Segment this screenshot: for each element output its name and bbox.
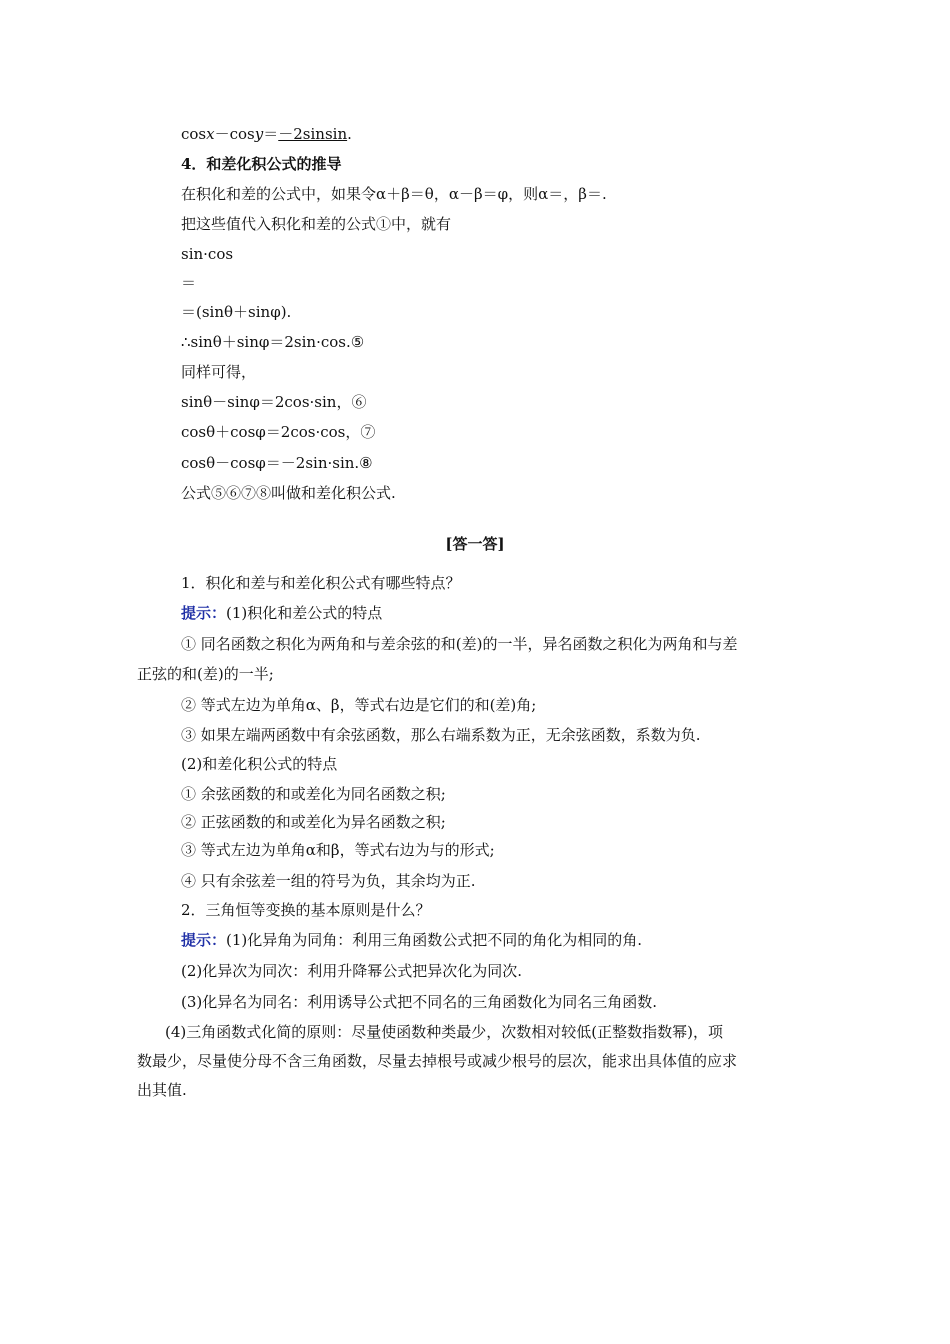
hint-text: (1)积化和差公式的特点 [226, 604, 383, 622]
variable-y: y [254, 125, 264, 143]
text-segment: ＝ [263, 125, 279, 143]
question-1-hint [181, 603, 382, 623]
derivation-paragraph-2: 把这些值代入积化和差的公式①中，就有 [181, 215, 452, 233]
equation-line-8: cosθ－cosφ＝－2sin·sin.⑧ [181, 454, 373, 472]
q2-point-4-line-2: 数最少，尽量使分母不含三角函数，尽量去掉根号或减少根号的层次，能求出具体值的应求 [137, 1052, 738, 1070]
q2-point-4-line-3: 出其值. [137, 1081, 187, 1099]
equation-line-1: sin·cos [181, 245, 234, 263]
text-segment: －cos [214, 125, 255, 143]
text-segment: . [347, 125, 352, 143]
q2-point-2: (2)化异次为同次：利用升降幂公式把异次化为同次. [181, 962, 523, 980]
hint-label: 提示： [181, 931, 227, 949]
q1-point-2: ② 等式左边为单角α、β，等式右边是它们的和(差)角; [181, 696, 537, 714]
q2-point-4-line-1: (4)三角函数式化简的原则：尽量使函数种类最少，次数相对较低(正整数指数幂)，项 [165, 1023, 723, 1041]
section-heading-4: 4．和差化积公式的推导 [181, 155, 342, 173]
variable-x: x [206, 125, 215, 143]
similarly-text: 同样可得， [181, 363, 257, 381]
q1-s2-point-4: ④ 只有余弦差一组的符号为负，其余均为正. [181, 872, 476, 890]
cos-difference-formula [181, 124, 352, 144]
q1-s2-point-2: ② 正弦函数的和或差化为异名函数之积; [181, 813, 446, 831]
equation-line-6: sinθ－sinφ＝2cos·sin，⑥ [181, 393, 367, 411]
equation-line-3: ＝(sinθ＋sinφ). [181, 303, 292, 321]
question-1: 1．积化和差与和差化积公式有哪些特点？ [181, 574, 461, 592]
hint-label: 提示： [181, 604, 227, 622]
hint-text: (1)化异角为同角：利用三角函数公式把不同的角化为相同的角. [226, 931, 643, 949]
equation-line-5: ∴sinθ＋sinφ＝2sin·cos.⑤ [181, 333, 365, 351]
conclusion-text: 公式⑤⑥⑦⑧叫做和差化积公式. [181, 484, 396, 502]
qa-section-title: [答一答] [445, 535, 505, 553]
question-2: 2．三角恒等变换的基本原则是什么？ [181, 901, 431, 919]
equation-line-7: cosθ＋cosφ＝2cos·cos，⑦ [181, 423, 376, 441]
q1-point-1-line-1: ① 同名函数之积化为两角和与差余弦的和(差)的一半，异名函数之积化为两角和与差 [181, 635, 738, 653]
q1-s2-point-3: ③ 等式左边为单角α和β，等式右边为与的形式; [181, 841, 495, 859]
q1-subheading-2: (2)和差化积公式的特点 [181, 755, 338, 773]
question-2-hint [181, 930, 642, 950]
q1-point-3: ③ 如果左端两函数中有余弦函数，那么右端系数为正，无余弦函数，系数为负. [181, 726, 701, 744]
text-segment: cos [181, 125, 207, 143]
q1-s2-point-1: ① 余弦函数的和或差化为同名函数之积; [181, 785, 446, 803]
derivation-paragraph-1: 在积化和差的公式中，如果令α＋β＝θ，α－β＝φ，则α＝，β＝. [181, 185, 607, 203]
underlined-answer: －2sinsin [278, 125, 348, 143]
q2-point-3: (3)化异名为同名：利用诱导公式把不同名的三角函数化为同名三角函数. [181, 993, 658, 1011]
equation-line-2: ＝ [181, 274, 197, 292]
q1-point-1-line-2: 正弦的和(差)的一半; [137, 665, 274, 683]
